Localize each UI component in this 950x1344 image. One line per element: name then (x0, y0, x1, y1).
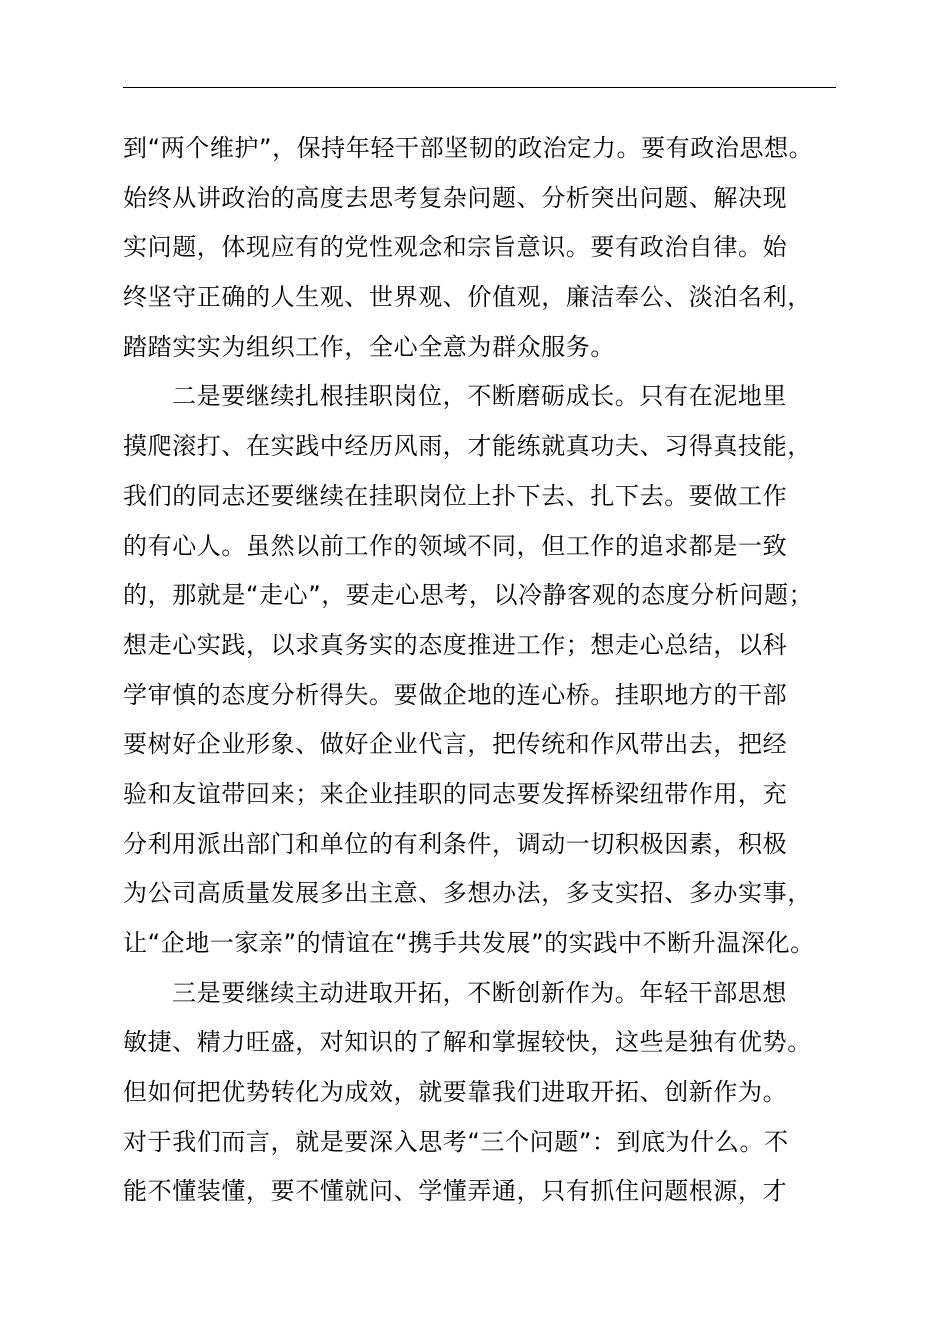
paragraph-start-line: 三是要继续主动进取开拓，不断创新作为。年轻干部思想 (172, 978, 787, 1007)
text-line: 踏踏实实为组织工作，全心全意为群众服务。 (123, 332, 615, 361)
text-line: 能不懂装懂，要不懂就问、学懂弄通，只有抓住问题根源，才 (123, 1177, 788, 1206)
text-line: 摸爬滚打、在实践中经历风雨，才能练就真功夫、习得真技能， (123, 432, 812, 461)
text-line: 对于我们而言，就是要深入思考“三个问题”：到底为什么。不 (123, 1127, 789, 1156)
text-line: 到“两个维护”，保持年轻干部坚韧的政治定力。要有政治思想。 (123, 134, 814, 162)
text-line: 我们的同志还要继续在挂职岗位上扑下去、扎下去。要做工作 (123, 481, 788, 510)
text-line: 实问题，体现应有的党性观念和宗旨意识。要有政治自律。始 (123, 233, 788, 262)
text-line: 验和友谊带回来；来企业挂职的同志要发挥桥梁纽带作用，充 (123, 779, 788, 808)
text-line: 分利用派出部门和单位的有利条件，调动一切积极因素，积极 (123, 829, 788, 858)
text-line: 敏捷、精力旺盛，对知识的了解和掌握较快，这些是独有优势。 (123, 1028, 812, 1057)
document-body (123, 124, 863, 1217)
header-rule (123, 87, 836, 88)
text-line: 始终从讲政治的高度去思考复杂问题、分析突出问题、解决现 (123, 183, 788, 212)
text-line: 为公司高质量发展多出主意、多想办法，多支实招、多办实事， (123, 879, 812, 908)
text-line: 要树好企业形象、做好企业代言，把传统和作风带出去，把经 (123, 730, 788, 759)
paragraph-start-line: 二是要继续扎根挂职岗位，不断磨砺成长。只有在泥地里 (172, 382, 787, 411)
text-line: 让“企地一家亲”的情谊在“携手共发展”的实践中不断升温深化。 (123, 929, 815, 957)
text-line: 想走心实践，以求真务实的态度推进工作；想走心总结，以科 (123, 630, 788, 659)
text-line: 但如何把优势转化为成效，就要靠我们进取开拓、创新作为。 (123, 1078, 788, 1107)
text-line: 学审慎的态度分析得失。要做企地的连心桥。挂职地方的干部 (123, 680, 788, 709)
text-line: 的，那就是“走心”，要走心思考，以冷静客观的态度分析问题； (123, 581, 814, 610)
text-line: 终坚守正确的人生观、世界观、价值观，廉洁奉公、淡泊名利， (123, 283, 812, 312)
text-line: 的有心人。虽然以前工作的领域不同，但工作的追求都是一致 (123, 531, 788, 560)
